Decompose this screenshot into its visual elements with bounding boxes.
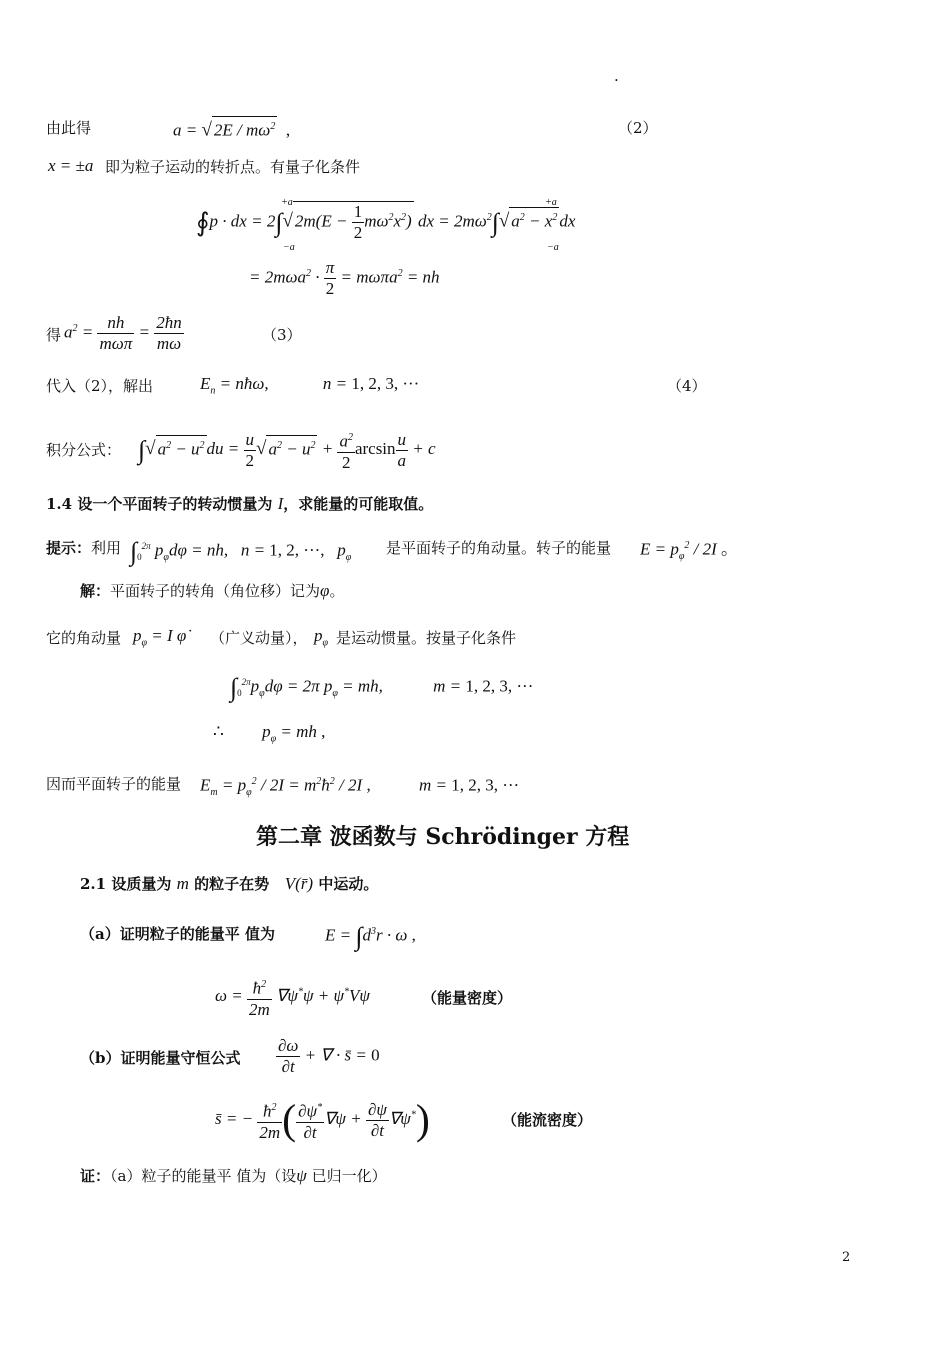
integral-limit-bottom-1: −a [283, 242, 295, 253]
equation-a-squared: $a^2$ = $\frac{nh}{\text{mωπ}}$ = $\frac{2ħn}{m\omega}$ [64, 313, 182, 353]
solution-line: 解：平面转子的转角（角位移）记为φ。 [80, 581, 345, 600]
hint-line: 提示：利用 [46, 539, 122, 557]
text-integral-formula: 积分公式： [46, 441, 122, 459]
integral-limit-top-2: +a [545, 197, 557, 208]
equation-therefore: ∴ $p_\varphi$ = mh , [213, 722, 326, 745]
equation-quantization-rotor: $\int_0^{2\pi}p_\varphi d\varphi = 2\pi$ $p_\varphi$ = mh, m = 1, 2, 3, ··· [230, 672, 534, 702]
chapter-heading: 第二章 波函数与 Schrödinger 方程 [256, 824, 630, 850]
equation-a: a = √ $2E / m\omega^2$ , [173, 116, 290, 141]
equation-number-4: （4） [667, 377, 707, 395]
equation-rotor-energy-levels: $E_m = p_\varphi^2 / 2I$ = $m^2ħ^2 / 2I$ , m = 1, 2, 3, ··· [200, 775, 520, 799]
equation-flux-density: s̄ = − $\frac{ħ^2}{2m}$ ( $\frac{\partial\psi^*}{\partial t}$ ∇ψ + $\frac{\partial\psi}{\partial t}$ ∇ψ*) [215, 1097, 430, 1144]
integral-limit-top-1: +a [281, 197, 293, 208]
symbol-p-phi: $p_\varphi$ [314, 626, 329, 649]
energy-line: 因而平面转子的能量 [46, 775, 182, 793]
equation-rotor-energy: $E = p_\varphi^2 / 2I$ 。 [640, 539, 739, 563]
page-top-dot: . [614, 67, 619, 85]
part-b-line: （b）证明能量守恒公式 [80, 1049, 241, 1067]
text-substitute: 代入（2），解出 [46, 377, 154, 395]
equation-hint: $\int_0^{2\pi}$ $p_\varphi d\varphi$ = nh, n = 1, 2, ···, $p_\varphi$ [130, 536, 352, 566]
text-obtain: 得 [46, 326, 62, 344]
equation-energy-density: ω = $\frac{ħ^2}{2m}$ ∇ψ*ψ + ψ*Vψ [215, 975, 370, 1020]
equation-conservation: $\frac{\partial\omega}{\partial t}$ + ∇ · s̄ = 0 [278, 1036, 380, 1076]
problem-1-4-title: 1.4 设一个平面转子的转动惯量为 I，求能量的可能取值。 [46, 494, 434, 513]
equation-nh: = 2mωa$^2$ · $\frac{\pi}{2}$ = mωπa$^2$ = nh [249, 258, 440, 298]
page-number: 2 [842, 1250, 851, 1265]
problem-2-1-title: 2.1 设质量为 m 的粒子在势 V(r̄) 中运动。 [80, 874, 379, 893]
text-derived-from: 由此得 [46, 119, 92, 137]
equation-energy-levels: $E_n$ = nħω, n = 1, 2, 3, ··· [200, 374, 420, 397]
label-energy-density: （能量密度） [422, 989, 513, 1007]
equation-number-2: （2） [618, 119, 658, 137]
angular-text-mid: （广义动量）， [210, 629, 308, 647]
equation-x-pm-a: x = ±a [48, 156, 94, 175]
equation-number-3: （3） [262, 326, 302, 344]
label-flux-density: （能流密度） [502, 1111, 593, 1129]
part-a-line: （a）证明粒子的能量平 值为 [80, 925, 275, 943]
text-turning-point: 即为粒子运动的转折点。有量子化条件 [105, 158, 361, 176]
equation-p-phi: $p_\varphi = I$ φ̇ [133, 626, 187, 649]
proof-line: 证：（a）粒子的能量平 值为（设ψ 已归一化） [80, 1166, 387, 1185]
angular-text-end: 是运动惯量。按量子化条件 [336, 629, 517, 647]
angular-momentum-line: 它的角动量 [46, 629, 122, 647]
integral-limit-bottom-2: −a [547, 242, 559, 253]
equation-quantization-integral: ∮p · dx = 2∫√ 2m(E − $\frac{1}{2}$ $m\omega^2x^2$) dx = $2m\omega^2\int√$ $a^2 - x^2$ dx [196, 202, 576, 243]
equation-integral-formula: ∫√ $a^2 - u^2$ du = $\frac{u}{2}$ √ $a^2 - u^2$ + $\frac{a^2}{2}$ arcsin $\frac{u}{a}$ + c [138, 429, 436, 472]
hint-text-mid: 是平面转子的角动量。转子的能量 [386, 539, 612, 557]
equation-energy-mean: $E = \int d^3r \cdot \omega$ , [325, 921, 416, 951]
